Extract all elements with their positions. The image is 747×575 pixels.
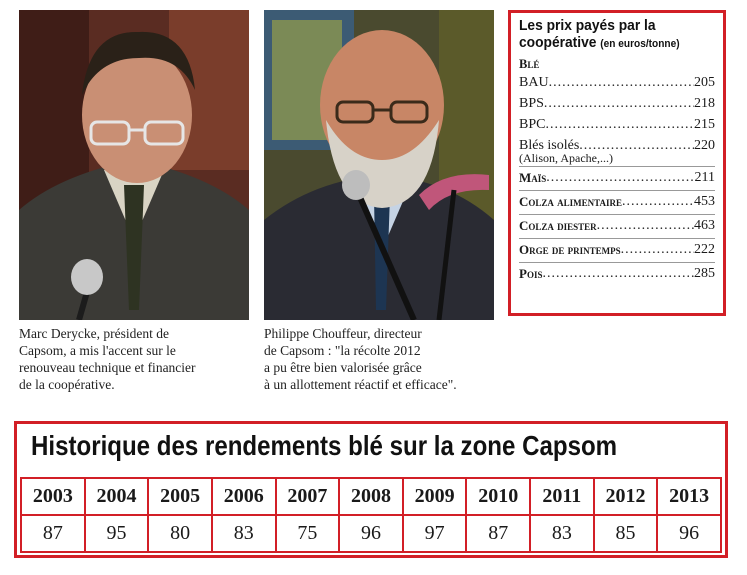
yield-value-cell: 87 [21, 515, 85, 552]
yield-value-cell: 96 [339, 515, 403, 552]
price-note: (Alison, Apache,...) [519, 151, 613, 165]
value-row [21, 515, 721, 552]
price-row-bps [519, 93, 715, 114]
price-value: 205 [694, 75, 715, 90]
caption-philippe-chouffeur [264, 325, 504, 393]
caption-line: Capsom, a mis l'accent sur le [19, 343, 176, 358]
price-row-mais [519, 167, 715, 188]
price-value: 218 [694, 96, 715, 111]
yield-value-cell: 95 [85, 515, 149, 552]
price-title-unit: (en euros/tonne) [600, 38, 680, 50]
price-value: 453 [694, 194, 715, 209]
year-cell: 2009 [403, 478, 467, 515]
price-box [508, 10, 726, 316]
price-row-bpc [519, 114, 715, 135]
leader-dots [545, 114, 694, 135]
price-value: 222 [694, 242, 715, 257]
yield-value-cell: 83 [212, 515, 276, 552]
leader-dots [549, 72, 694, 93]
price-label: BPS [519, 96, 544, 111]
caption-line: de Capsom : "la récolte 2012 [264, 343, 421, 358]
price-row-bau [519, 72, 715, 93]
price-title-line1: Les prix payés par la [519, 17, 656, 34]
yield-title: Historique des rendements blé sur la zone Capsom [31, 430, 618, 461]
yield-table [20, 477, 722, 553]
price-value: 463 [694, 218, 715, 233]
caption-line: Philippe Chouffeur, directeur [264, 326, 422, 341]
price-title-line2: coopérative [519, 34, 597, 51]
yield-value-cell: 80 [148, 515, 212, 552]
year-cell: 2004 [85, 478, 149, 515]
price-label: Maïs [519, 170, 547, 185]
photo-marc-derycke [19, 10, 249, 320]
photo-philippe-chouffeur [264, 10, 494, 320]
yield-value-cell: 83 [530, 515, 594, 552]
price-value: 211 [694, 170, 715, 185]
price-row-orge [519, 239, 715, 260]
price-box-title [519, 17, 717, 53]
year-row [21, 478, 721, 515]
price-label: Blés isolés [519, 138, 580, 153]
leader-dots [544, 93, 694, 114]
yield-value-cell: 97 [403, 515, 467, 552]
leader-dots [597, 215, 694, 236]
leader-dots [546, 167, 694, 188]
price-row-colza-alimentaire [519, 191, 715, 212]
caption-line: Marc Derycke, président de [19, 326, 169, 341]
price-row-pois [519, 263, 715, 284]
year-cell: 2012 [594, 478, 658, 515]
year-cell: 2006 [212, 478, 276, 515]
caption-line: de la coopérative. [19, 377, 115, 392]
caption-marc-derycke [19, 325, 249, 393]
caption-line: à un allottement réactif et efficace". [264, 377, 457, 392]
price-label: Colza alimentaire [519, 194, 622, 209]
year-cell: 2003 [21, 478, 85, 515]
price-value: 285 [694, 266, 715, 281]
leader-dots [542, 263, 694, 284]
caption-line: a pu être bien valorisée grâce [264, 360, 422, 375]
year-cell: 2005 [148, 478, 212, 515]
leader-dots [622, 191, 694, 212]
leader-dots [621, 239, 694, 260]
year-cell: 2007 [276, 478, 340, 515]
ble-header: Blé [519, 57, 540, 71]
price-value: 220 [694, 138, 715, 153]
price-label: BPC [519, 117, 546, 132]
price-label: Colza diester [519, 218, 597, 233]
year-cell: 2008 [339, 478, 403, 515]
yield-value-cell: 87 [466, 515, 530, 552]
year-cell: 2010 [466, 478, 530, 515]
caption-line: renouveau technique et financier [19, 360, 196, 375]
yield-value-cell: 96 [657, 515, 721, 552]
yield-history-box [14, 421, 728, 558]
price-row-colza-diester [519, 215, 715, 236]
price-label: BAU [519, 75, 549, 90]
price-value: 215 [694, 117, 715, 132]
year-cell: 2013 [657, 478, 721, 515]
price-label: Pois [519, 266, 543, 281]
yield-value-cell: 75 [276, 515, 340, 552]
yield-value-cell: 85 [594, 515, 658, 552]
year-cell: 2011 [530, 478, 594, 515]
price-label: Orge de printemps [519, 242, 621, 257]
